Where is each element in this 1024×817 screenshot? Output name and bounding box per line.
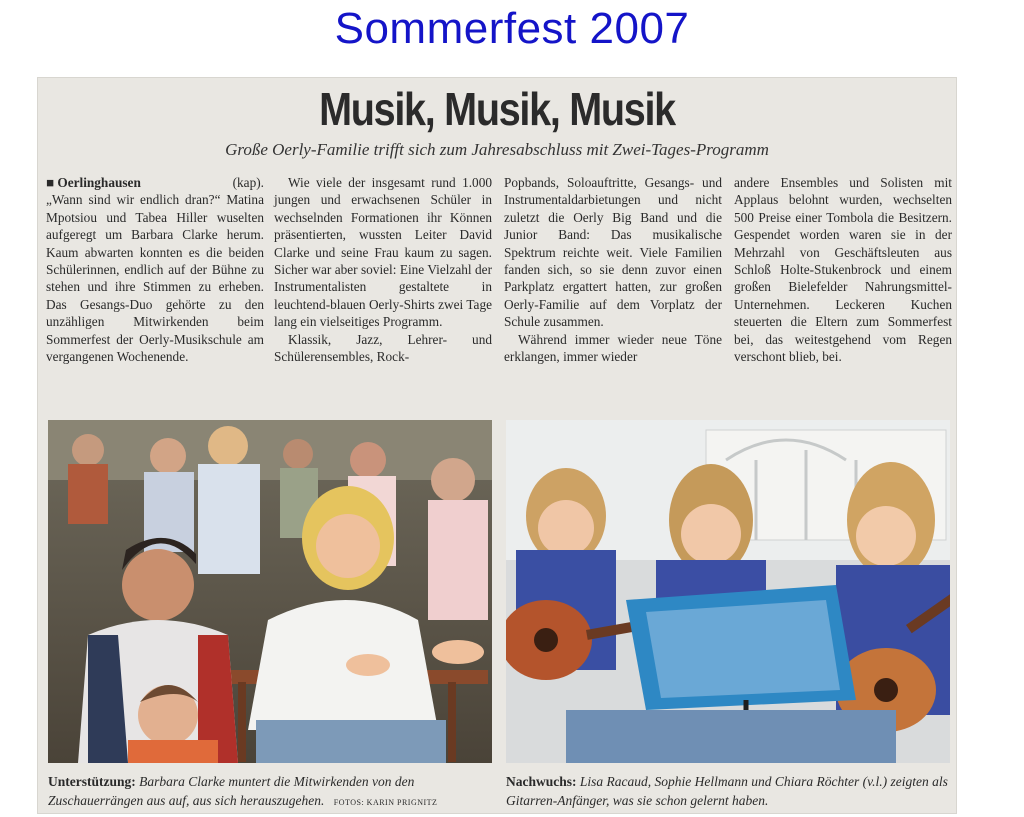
photo-caption-left	[48, 772, 492, 812]
photo-guitar-girls	[506, 420, 950, 763]
article-dateline: ■ Oerlinghausen	[46, 175, 141, 190]
column-2-text: Wie viele der insgesamt rund 1.000 jungen und erwachsenen Schüler in wechselnden Formationen ihr Können präsentierten, wussten Leiter David Clarke und seine Frau kaum zu sagen. Sicher war aber soviel: Eine Vielzahl der Instrumentalisten gestaltete in leuchtend-blauen Oerly-Shirts zwei Tage lang ein vielseitiges Programm.	[274, 175, 492, 330]
caption-right-text: Lisa Racaud, Sophie Hellmann und Chiara Röchter (v.l.) zeigten als Gitarren-Anfänger, was sie schon gelernt haben.	[506, 774, 948, 808]
caption-right-lead: Nachwuchs:	[506, 774, 577, 789]
column-2-text-b: Klassik, Jazz, Lehrer- und Schülerensembles, Rock-	[274, 331, 492, 365]
article-column-3	[504, 174, 722, 365]
photo-credit: FOTOS: KARIN PRIGNITZ	[333, 798, 438, 807]
photo-caption-right	[506, 772, 950, 810]
caption-left-text: Barbara Clarke muntert die Mitwirkenden von den Zuschauerrängen aus auf, aus sich herauszugehen.	[48, 774, 415, 808]
article-headline: Musik, Musik, Musik	[319, 83, 675, 135]
article-column-1	[46, 174, 264, 365]
article-author: (kap).	[232, 175, 264, 190]
photo-audience	[48, 420, 492, 763]
newspaper-clipping	[38, 78, 956, 813]
column-3-text-b: Während immer wieder neue Töne erklangen, immer wieder	[504, 331, 722, 365]
article-column-2	[274, 174, 492, 365]
article-column-4	[734, 174, 952, 365]
page-title: Sommerfest 2007	[334, 4, 690, 53]
caption-left-lead: Unterstützung:	[48, 774, 136, 789]
column-3-text: Popbands, Soloauftritte, Gesangs- und Instrumentaldarbietungen und nicht zuletzt die Oerly Big Band und die Junior Band: Das musikalische Spektrum reichte weit. Viele Familien fanden sich, so sie denn zuvor einen Parkplatz ergattert hatten, zur großen Oerly-Familie auf dem Vorplatz der Schule zusammen.	[504, 175, 722, 330]
column-4-text: andere Ensembles und Solisten mit Applaus belohnt wurden, wechselten 500 Preise einer Tombola die Besitzern. Gespendet worden waren sie in der Mehrzahl von Geschäftsleuten aus Schloß Holte-Stukenbrock und einem großen Bielefelder Nahrungsmittel-Unternehmen. Leckeren Kuchen steuerten die Eltern zum Sommerfest bei, das weitestgehend vom Regen verschont blieb, bei.	[734, 175, 952, 365]
column-1-text: „Wann sind wir endlich dran?“ Matina Mpotsiou und Tabea Hiller wuselten aufgeregt um Barbara Clarke herum. Kaum abwarten konnten es die beiden Schülerinnen, endlich auf der Bühne zu stehen und ihre Stimmen zu erheben. Das Gesangs-Duo gehörte zu den unzähligen Mitwirkenden beim Sommerfest der Oerly-Musikschule am vergangenen Wochenende.	[46, 192, 264, 365]
article-subheadline: Große Oerly-Familie trifft sich zum Jahresabschluss mit Zwei-Tages-Programm	[225, 140, 769, 159]
